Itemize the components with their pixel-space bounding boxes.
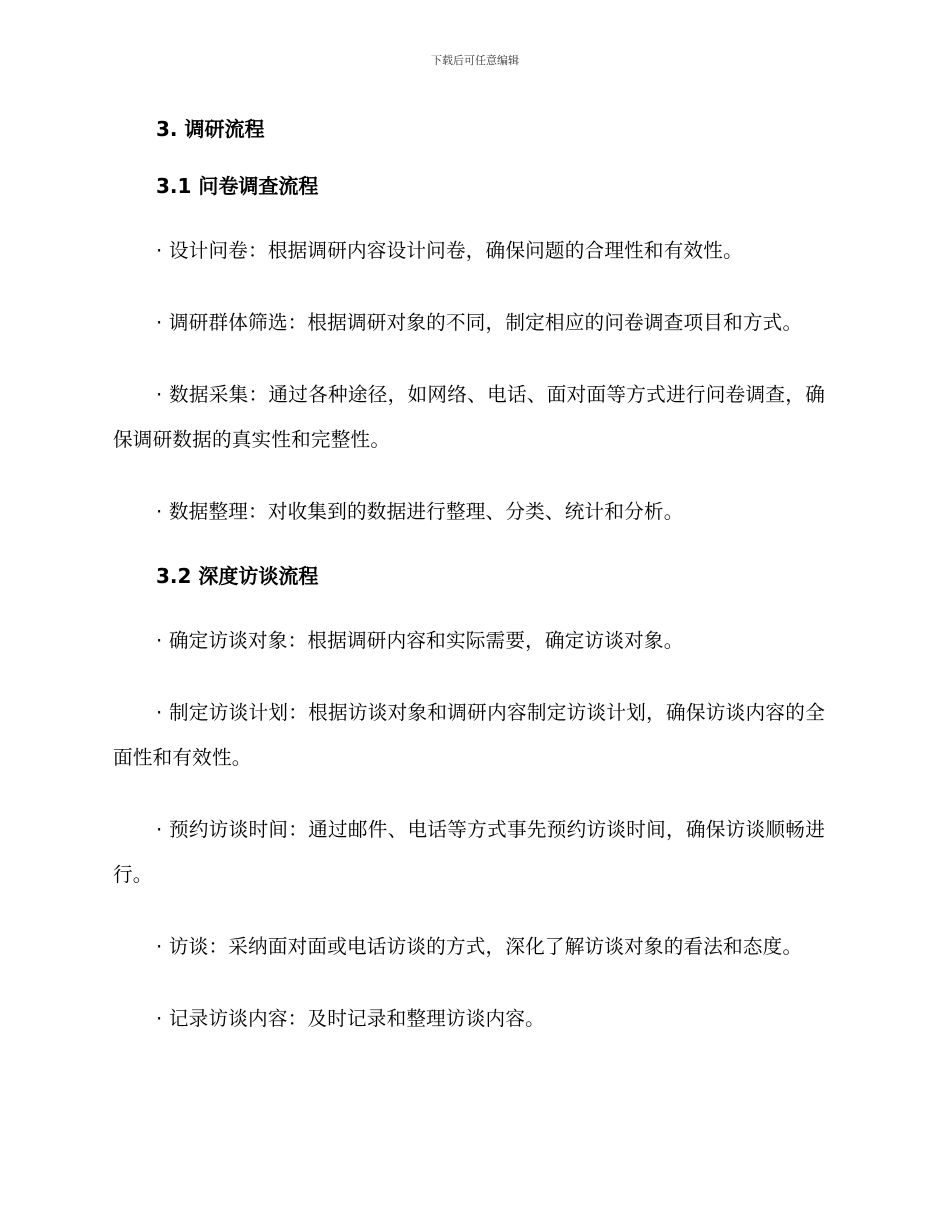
page-header-note: 下载后可任意编辑 bbox=[431, 54, 519, 67]
list-item: · 制定访谈计划：根据访谈对象和调研内容制定访谈计划，确保访谈内容的全面性和有效性。 bbox=[113, 701, 825, 769]
subsection-heading-interview: 3.2 深度访谈流程 bbox=[156, 564, 319, 588]
list-item: · 数据整理：对收集到的数据进行整理、分类、统计和分析。 bbox=[156, 500, 684, 523]
list-item: · 数据采集：通过各种途径，如网络、电话、面对面等方式进行问卷调查，确保调研数据的真实性和完整性。 bbox=[113, 383, 825, 451]
list-item: · 访谈：采纳面对面或电话访谈的方式，深化了解访谈对象的看法和态度。 bbox=[156, 935, 803, 958]
document-body bbox=[113, 114, 825, 1041]
subsection-heading-questionnaire: 3.1 问卷调查流程 bbox=[156, 174, 319, 198]
list-item: · 预约访谈时间：通过邮件、电话等方式事先预约访谈时间，确保访谈顺畅进行。 bbox=[113, 818, 825, 886]
list-item: · 调研群体筛选：根据调研对象的不同，制定相应的问卷调查项目和方式。 bbox=[156, 311, 803, 334]
list-item: · 设计问卷：根据调研内容设计问卷，确保问题的合理性和有效性。 bbox=[156, 239, 743, 262]
list-item: · 记录访谈内容：及时记录和整理访谈内容。 bbox=[156, 1007, 545, 1030]
section-heading: 3. 调研流程 bbox=[156, 117, 265, 141]
list-item: · 确定访谈对象：根据调研内容和实际需要，确定访谈对象。 bbox=[156, 629, 684, 652]
